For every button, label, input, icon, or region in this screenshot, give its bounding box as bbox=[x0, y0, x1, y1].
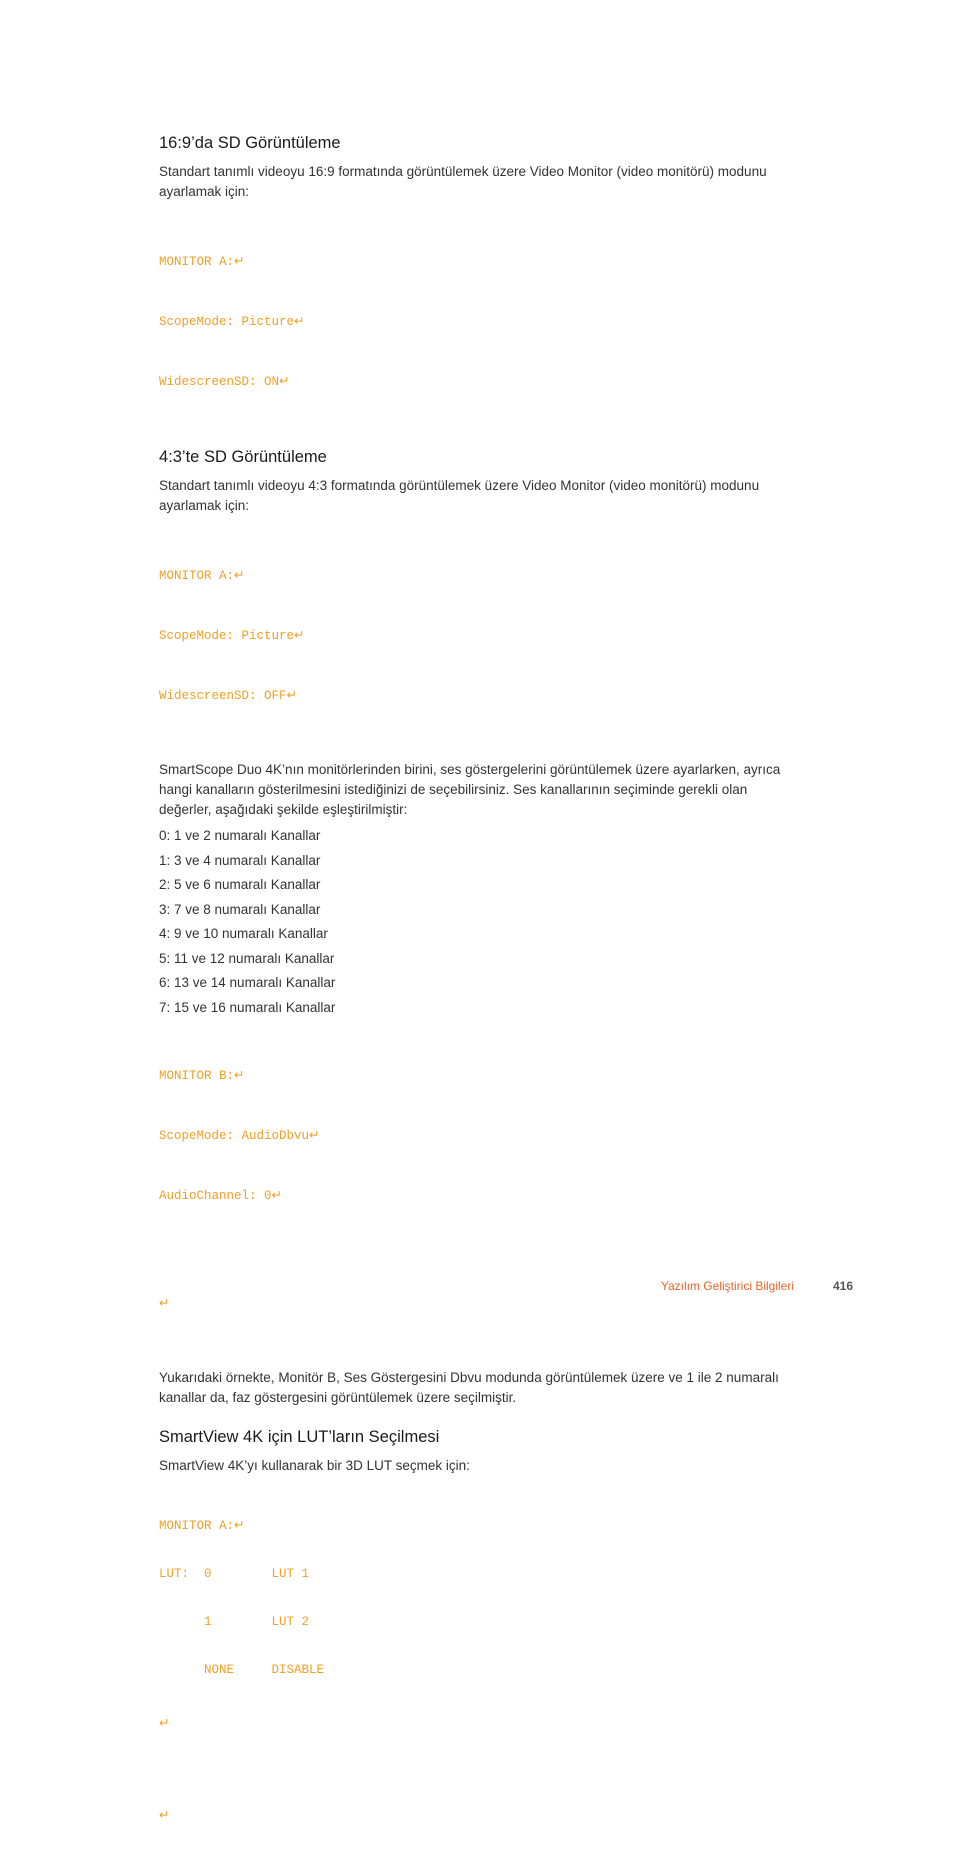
code-line: MONITOR B:↵ bbox=[159, 1069, 245, 1083]
code-line: 1 LUT 2 bbox=[159, 1615, 310, 1629]
code-block-43 bbox=[159, 526, 799, 746]
section-intro-lut: SmartView 4K’yı kullanarak bir 3D LUT seçmek için: bbox=[159, 1458, 470, 1473]
section-intro-43: Standart tanımlı videoyu 4:3 formatında görüntülemek üzere Video Monitor (video monitörü) modunu ayarlamak için: bbox=[159, 478, 760, 513]
list-item: 7: 15 ve 16 numaralı Kanallar bbox=[159, 999, 336, 1015]
code-line: ↵ bbox=[159, 1297, 170, 1311]
code-line: ScopeMode: AudioDbvu↵ bbox=[159, 1129, 320, 1143]
code-line bbox=[159, 1764, 799, 1776]
section-heading-43: 4:3’te SD Görüntüleme bbox=[159, 448, 327, 466]
code-line bbox=[159, 1246, 799, 1254]
list-item: 4: 9 ve 10 numaralı Kanallar bbox=[159, 926, 328, 941]
code-line: ScopeMode: Picture↵ bbox=[159, 629, 305, 643]
footer-title: Yazılım Geliştirici Bilgileri bbox=[660, 1279, 794, 1293]
code-line: MONITOR A:↵ bbox=[159, 569, 245, 583]
code-line: WidescreenSD: OFF↵ bbox=[159, 689, 297, 703]
list-item: 2: 5 ve 6 numaralı Kanallar bbox=[159, 877, 321, 892]
list-item: 6: 13 ve 14 numaralı Kanallar bbox=[159, 975, 336, 990]
section-heading-169: 16:9’da SD Görüntüleme bbox=[159, 134, 341, 152]
document-body bbox=[159, 132, 799, 1870]
code-line: MONITOR A:↵ bbox=[159, 1519, 245, 1533]
code-line: MONITOR A:↵ bbox=[159, 255, 245, 269]
code-line: LUT: 0 LUT 1 bbox=[159, 1567, 310, 1581]
page-footer bbox=[0, 1279, 954, 1295]
code-block-audio bbox=[159, 1026, 799, 1354]
list-item: 1: 3 ve 4 numaralı Kanallar bbox=[159, 852, 321, 868]
list-item: 5: 11 ve 12 numaralı Kanallar bbox=[159, 950, 335, 966]
code-block-169 bbox=[159, 212, 799, 432]
code-block-lut bbox=[159, 1486, 799, 1856]
page-number: 416 bbox=[833, 1279, 854, 1293]
code-line: ↵ bbox=[159, 1717, 170, 1731]
code-line: NONE DISABLE bbox=[159, 1663, 325, 1677]
code-line: WidescreenSD: ON↵ bbox=[159, 375, 290, 389]
audio-example-explanation: Yukarıdaki örnekte, Monitör B, Ses Göstergesini Dbvu modunda görüntülemek üzere ve 1 ile 2 numaralı kanallar da, faz göstergesini görüntülemek üzere seçilmiştir. bbox=[159, 1370, 779, 1405]
channel-list bbox=[159, 826, 799, 1022]
code-line: ScopeMode: Picture↵ bbox=[159, 315, 305, 329]
section-heading-lut: SmartView 4K için LUT’ların Seçilmesi bbox=[159, 1428, 440, 1446]
section-intro-169: Standart tanımlı videoyu 16:9 formatında görüntülemek üzere Video Monitor (video monitörü) modunu ayarlamak için: bbox=[159, 164, 767, 199]
list-item: 0: 1 ve 2 numaralı Kanallar bbox=[159, 828, 321, 843]
code-line: AudioChannel: 0↵ bbox=[159, 1189, 282, 1203]
audio-channels-description: SmartScope Duo 4K’nın monitörlerinden birini, ses göstergelerini görüntülemek üzere ayarlarken, ayrıca hangi kanalların gösterilmesini istediğinizi de seçebilirsiniz. Ses kanallarının seçiminde gerekli olan değerler, aşağıdaki şekilde eşleştirilmiştir: bbox=[159, 762, 781, 817]
code-line: ↵ bbox=[159, 1809, 170, 1823]
list-item: 3: 7 ve 8 numaralı Kanallar bbox=[159, 901, 321, 917]
